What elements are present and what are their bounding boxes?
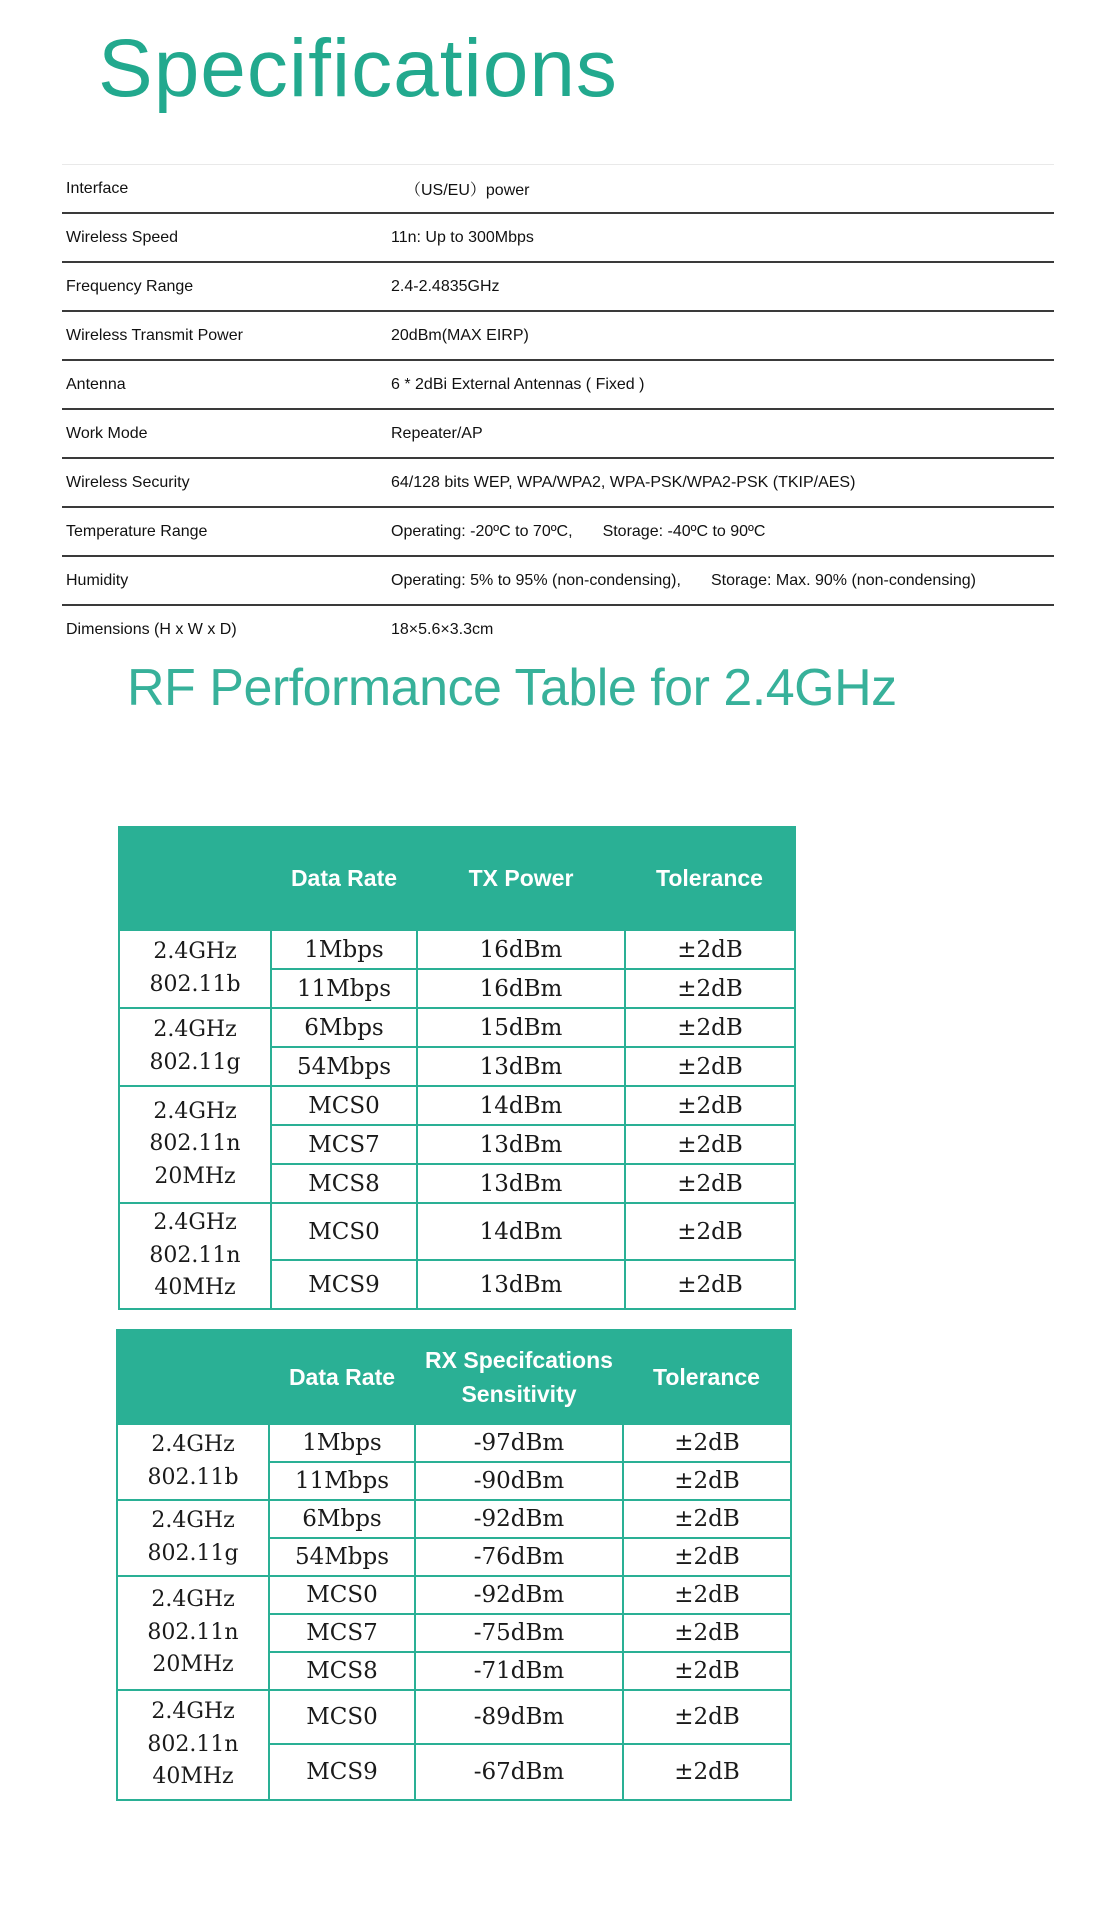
band-line: 2.4GHz <box>151 1587 235 1613</box>
band-cell <box>119 1086 271 1203</box>
band-cell <box>119 1203 271 1309</box>
band-line: 2.4GHz <box>153 1098 237 1124</box>
sensitivity-cell: -75dBm <box>415 1614 623 1652</box>
table-row <box>117 1424 791 1462</box>
rf-performance-title: RF Performance Table for 2.4GHz <box>127 659 897 717</box>
band-line: 802.11n <box>149 1131 241 1157</box>
tolerance-cell: ±2dB <box>625 1260 795 1309</box>
data-rate-cell: 1Mbps <box>269 1424 415 1462</box>
spec-row-humidity <box>62 557 1054 606</box>
tx-power-cell: 13dBm <box>417 1260 625 1309</box>
tx-power-cell: 13dBm <box>417 1047 625 1086</box>
spec-label: Temperature Range <box>66 522 208 540</box>
spec-row-transmit-power <box>62 312 1054 361</box>
band-line: 2.4GHz <box>153 1017 237 1043</box>
data-rate-cell: MCS8 <box>271 1164 417 1203</box>
sensitivity-cell: -97dBm <box>415 1424 623 1462</box>
spec-label: Interface <box>66 179 129 197</box>
spec-row-temperature-range <box>62 508 1054 557</box>
spec-row-interface <box>62 165 1054 214</box>
spec-value-operating: Operating: 5% to 95% (non-condensing), <box>391 571 681 589</box>
tolerance-cell: ±2dB <box>625 1164 795 1203</box>
band-line: 2.4GHz <box>153 1210 237 1236</box>
tolerance-cell: ±2dB <box>625 930 795 969</box>
specifications-table <box>62 164 1054 653</box>
band-line: 802.11g <box>149 1050 241 1075</box>
data-rate-cell: MCS0 <box>271 1086 417 1125</box>
data-rate-cell: MCS0 <box>269 1690 415 1744</box>
band-line: 802.11n <box>149 1242 241 1268</box>
tolerance-cell: ±2dB <box>623 1652 791 1690</box>
header-cell: Tolerance <box>625 827 795 930</box>
band-line: 802.11n <box>147 1619 239 1645</box>
tolerance-cell: ±2dB <box>623 1744 791 1800</box>
sensitivity-cell: -92dBm <box>415 1576 623 1614</box>
sensitivity-cell: -67dBm <box>415 1744 623 1800</box>
spec-value: 6 * 2dBi External Antennas ( Fixed ) <box>391 375 645 393</box>
rx-sensitivity-table <box>116 1329 792 1801</box>
header-cell: Tolerance <box>623 1330 791 1424</box>
band-line: 802.11n <box>147 1731 239 1757</box>
data-rate-cell: MCS9 <box>269 1744 415 1800</box>
tolerance-cell: ±2dB <box>625 1125 795 1164</box>
specifications-title: Specifications <box>98 23 618 114</box>
header-cell <box>415 1330 623 1424</box>
header-cell: TX Power <box>417 827 625 930</box>
spec-row-wireless-security <box>62 459 1054 508</box>
spec-value: 2.4-2.4835GHz <box>391 277 500 295</box>
spec-label: Work Mode <box>66 424 148 442</box>
band-line: 2.4GHz <box>151 1508 235 1534</box>
table-row <box>119 1086 795 1125</box>
data-rate-cell: 11Mbps <box>269 1462 415 1500</box>
spec-label: Humidity <box>66 571 129 589</box>
tx-power-cell: 15dBm <box>417 1008 625 1047</box>
band-cell <box>117 1690 269 1800</box>
band-line: 20MHz <box>152 1652 234 1678</box>
header-cell <box>117 1330 269 1424</box>
data-rate-cell: MCS0 <box>269 1576 415 1614</box>
band-line: 2.4GHz <box>151 1432 235 1458</box>
spec-value <box>391 177 1054 200</box>
header-cell <box>119 827 271 930</box>
table-row <box>117 1690 791 1744</box>
table-header-row <box>117 1330 791 1424</box>
spec-label: Antenna <box>66 375 126 393</box>
tx-power-cell: 13dBm <box>417 1125 625 1164</box>
spec-label: Wireless Transmit Power <box>66 326 243 344</box>
tolerance-cell: ±2dB <box>623 1500 791 1538</box>
band-line: 40MHz <box>152 1764 234 1790</box>
tolerance-cell: ±2dB <box>625 1047 795 1086</box>
data-rate-cell: MCS9 <box>271 1260 417 1309</box>
spec-row-wireless-speed <box>62 214 1054 263</box>
header-cell: Data Rate <box>271 827 417 930</box>
band-cell <box>119 930 271 1008</box>
band-line: 2.4GHz <box>153 939 237 965</box>
spec-value: 11n: Up to 300Mbps <box>391 228 534 246</box>
band-cell <box>119 1008 271 1086</box>
table-row <box>119 930 795 969</box>
table-header-row <box>119 827 795 930</box>
tolerance-cell: ±2dB <box>625 1203 795 1260</box>
tolerance-cell: ±2dB <box>623 1614 791 1652</box>
tolerance-cell: ±2dB <box>623 1538 791 1576</box>
spec-label: Wireless Speed <box>66 228 179 246</box>
table-row <box>119 1008 795 1047</box>
data-rate-cell: MCS7 <box>271 1125 417 1164</box>
header-line: Sensitivity <box>461 1381 577 1407</box>
data-rate-cell: 11Mbps <box>271 969 417 1008</box>
data-rate-cell: MCS8 <box>269 1652 415 1690</box>
spec-value-operating: Operating: -20ºC to 70ºC, <box>391 522 573 540</box>
data-rate-cell: 54Mbps <box>269 1538 415 1576</box>
sensitivity-cell: -76dBm <box>415 1538 623 1576</box>
spec-label: Dimensions (H x W x D) <box>66 620 237 638</box>
tx-power-cell: 16dBm <box>417 930 625 969</box>
spec-value-text: （US/EU）power <box>405 182 530 199</box>
band-line: 802.11b <box>147 1465 239 1490</box>
band-line: 20MHz <box>154 1163 236 1189</box>
sensitivity-cell: -89dBm <box>415 1690 623 1744</box>
band-cell <box>117 1500 269 1576</box>
tx-power-cell: 14dBm <box>417 1086 625 1125</box>
data-rate-cell: MCS0 <box>271 1203 417 1260</box>
spec-label: Wireless Security <box>66 473 190 491</box>
table-row <box>119 1203 795 1260</box>
spec-row-work-mode <box>62 410 1054 459</box>
data-rate-cell: 54Mbps <box>271 1047 417 1086</box>
spec-row-antenna <box>62 361 1054 410</box>
sensitivity-cell: -92dBm <box>415 1500 623 1538</box>
band-line: 802.11b <box>149 972 241 997</box>
tolerance-cell: ±2dB <box>623 1462 791 1500</box>
spec-row-frequency-range <box>62 263 1054 312</box>
spec-value: 18×5.6×3.3cm <box>391 620 494 638</box>
tolerance-cell: ±2dB <box>625 1086 795 1125</box>
tolerance-cell: ±2dB <box>623 1690 791 1744</box>
data-rate-cell: MCS7 <box>269 1614 415 1652</box>
band-line: 40MHz <box>154 1275 236 1301</box>
data-rate-cell: 6Mbps <box>271 1008 417 1047</box>
tolerance-cell: ±2dB <box>625 969 795 1008</box>
spec-value-storage: Storage: -40ºC to 90ºC <box>602 522 766 540</box>
tolerance-cell: ±2dB <box>623 1424 791 1462</box>
band-line: 802.11g <box>147 1541 239 1566</box>
tolerance-cell: ±2dB <box>625 1008 795 1047</box>
header-cell: Data Rate <box>269 1330 415 1424</box>
tx-power-cell: 16dBm <box>417 969 625 1008</box>
tx-power-cell: 14dBm <box>417 1203 625 1260</box>
band-cell <box>117 1576 269 1690</box>
sensitivity-cell: -90dBm <box>415 1462 623 1500</box>
sensitivity-cell: -71dBm <box>415 1652 623 1690</box>
tolerance-cell: ±2dB <box>623 1576 791 1614</box>
header-line: RX Specifcations <box>425 1346 613 1373</box>
data-rate-cell: 6Mbps <box>269 1500 415 1538</box>
tx-performance-table <box>118 826 796 1310</box>
table-row <box>117 1500 791 1538</box>
spec-value <box>391 572 1054 590</box>
spec-value-storage: Storage: Max. 90% (non-condensing) <box>710 571 976 589</box>
tx-power-cell: 13dBm <box>417 1164 625 1203</box>
band-cell <box>117 1424 269 1500</box>
spec-value <box>391 523 1054 541</box>
spec-row-dimensions <box>62 606 1054 653</box>
data-rate-cell: 1Mbps <box>271 930 417 969</box>
spec-label: Frequency Range <box>66 277 194 295</box>
spec-value: 20dBm(MAX EIRP) <box>391 326 529 344</box>
band-line: 2.4GHz <box>151 1699 235 1725</box>
spec-value: 64/128 bits WEP, WPA/WPA2, WPA-PSK/WPA2-PSK (TKIP/AES) <box>391 473 856 491</box>
table-row <box>117 1576 791 1614</box>
spec-value: Repeater/AP <box>391 424 483 442</box>
